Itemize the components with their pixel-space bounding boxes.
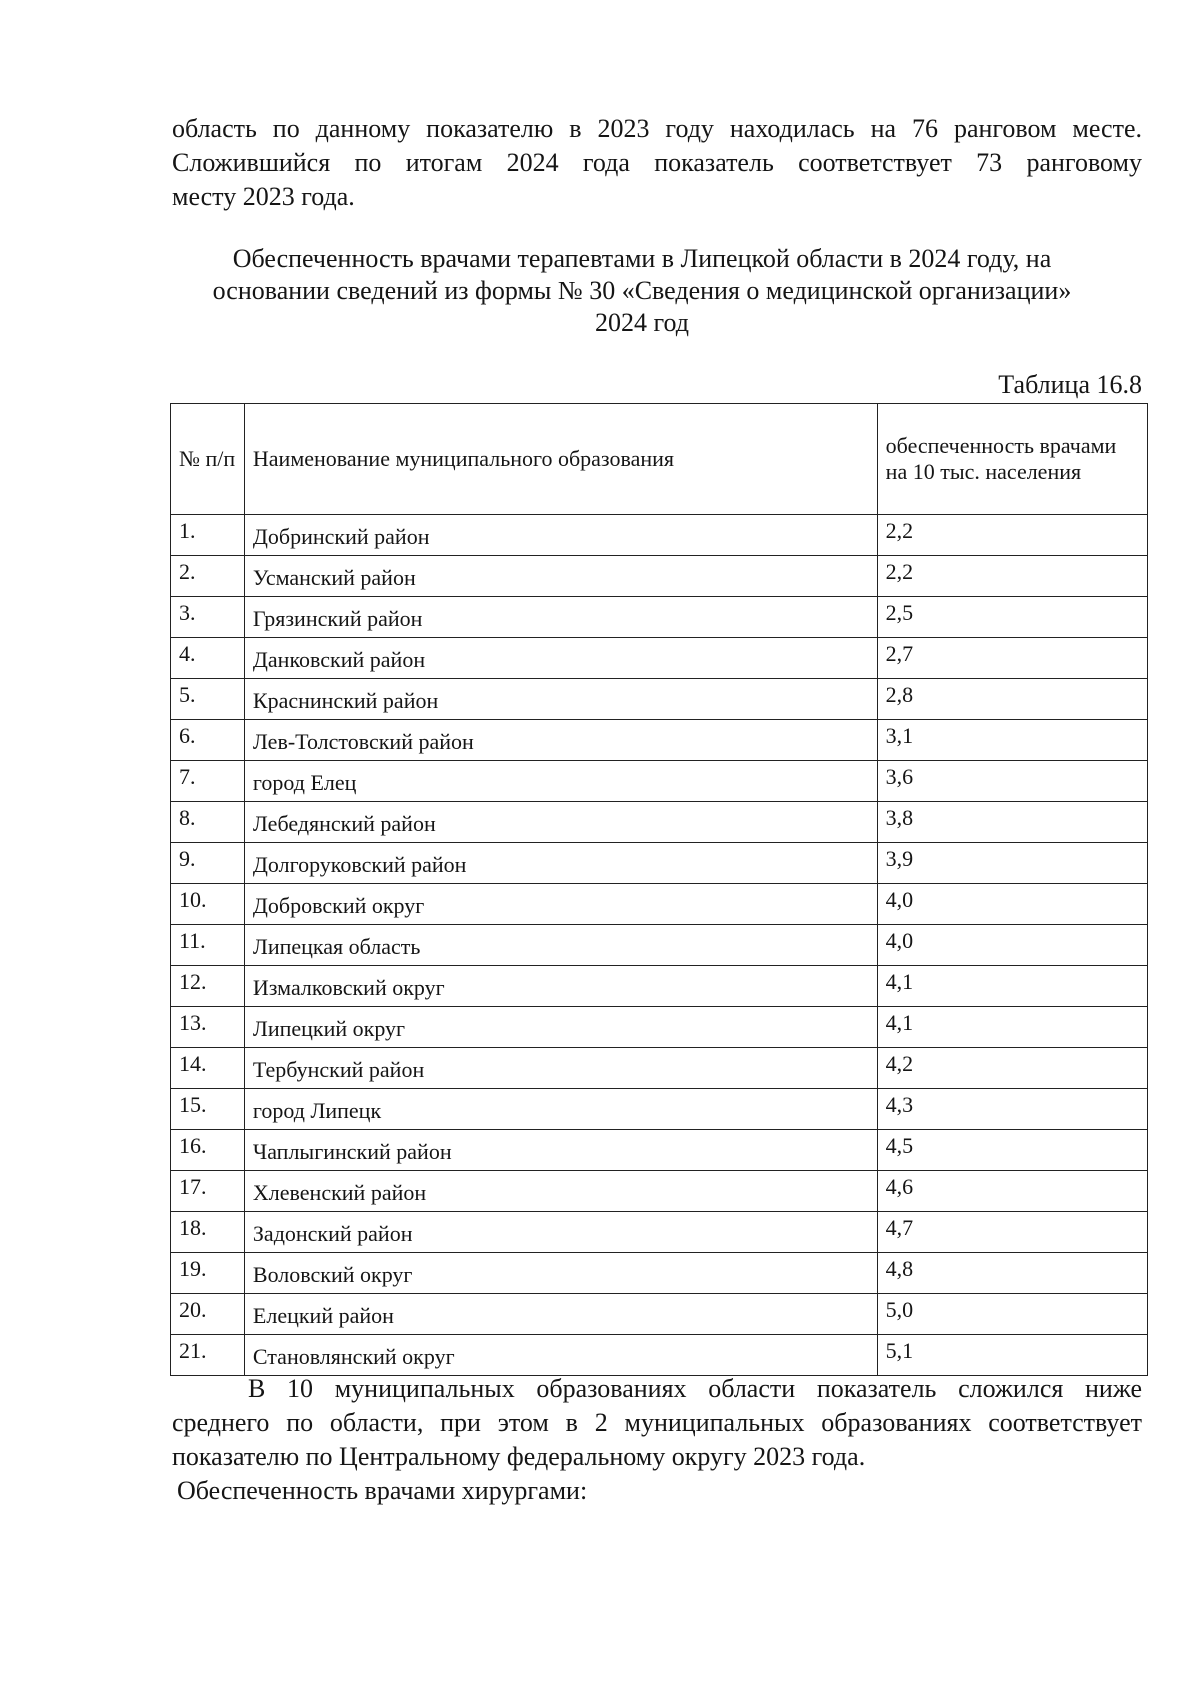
table-row: [171, 679, 1148, 720]
row-value: 4,6: [877, 1171, 1147, 1212]
row-value: 4,0: [877, 925, 1147, 966]
row-name: Липецкий округ: [244, 1007, 877, 1048]
conclusion-line-1: В 10 муниципальных образованиях области показатель сложился ниже: [248, 1374, 1142, 1403]
table-title-line-1: Обеспеченность врачами терапевтами в Липецкой области в 2024 году, на: [232, 244, 1052, 273]
table-row: [171, 761, 1148, 802]
table-row: [171, 597, 1148, 638]
table-title: [172, 243, 1112, 339]
row-name: Воловский округ: [244, 1253, 877, 1294]
table-row: [171, 1007, 1148, 1048]
conclusion-line-3: показателю по Центральному федеральному округу 2023 года.: [172, 1442, 866, 1471]
table-row: [171, 1335, 1148, 1376]
row-num: 9.: [171, 843, 245, 884]
row-num: 11.: [171, 925, 245, 966]
row-value: 3,6: [877, 761, 1147, 802]
table-row: [171, 1294, 1148, 1335]
table-row: [171, 720, 1148, 761]
row-name: Липецкая область: [244, 925, 877, 966]
table-row: [171, 1130, 1148, 1171]
row-name: Грязинский район: [244, 597, 877, 638]
row-num: 12.: [171, 966, 245, 1007]
row-num: 8.: [171, 802, 245, 843]
table-row: [171, 1212, 1148, 1253]
row-value: 4,0: [877, 884, 1147, 925]
row-name: Краснинский район: [244, 679, 877, 720]
row-num: 16.: [171, 1130, 245, 1171]
intro-paragraph: [172, 112, 1142, 214]
row-name: Добровский округ: [244, 884, 877, 925]
row-name: Елецкий район: [244, 1294, 877, 1335]
row-num: 13.: [171, 1007, 245, 1048]
row-value: 2,2: [877, 515, 1147, 556]
row-value: 3,8: [877, 802, 1147, 843]
header-num: № п/п: [171, 404, 245, 515]
row-value: 5,0: [877, 1294, 1147, 1335]
table-row: [171, 638, 1148, 679]
row-num: 19.: [171, 1253, 245, 1294]
row-name: Лев-Толстовский район: [244, 720, 877, 761]
row-value: 4,1: [877, 966, 1147, 1007]
row-name: Усманский район: [244, 556, 877, 597]
table-row: [171, 884, 1148, 925]
intro-line-2: Сложившийся по итогам 2024 года показатель соответствует 73 ранговому: [172, 148, 1142, 177]
table-title-line-3: 2024 год: [595, 308, 689, 337]
row-value: 4,2: [877, 1048, 1147, 1089]
row-value: 4,7: [877, 1212, 1147, 1253]
row-num: 1.: [171, 515, 245, 556]
row-name: город Елец: [244, 761, 877, 802]
row-name: Добринский район: [244, 515, 877, 556]
table-row: [171, 843, 1148, 884]
row-num: 17.: [171, 1171, 245, 1212]
row-num: 4.: [171, 638, 245, 679]
table-row: [171, 966, 1148, 1007]
row-value: 2,7: [877, 638, 1147, 679]
row-name: Тербунский район: [244, 1048, 877, 1089]
table-row: [171, 1253, 1148, 1294]
row-num: 20.: [171, 1294, 245, 1335]
table-row: [171, 1171, 1148, 1212]
row-name: Чаплыгинский район: [244, 1130, 877, 1171]
table-body: [171, 515, 1148, 1376]
row-name: Задонский район: [244, 1212, 877, 1253]
row-num: 7.: [171, 761, 245, 802]
row-name: Данковский район: [244, 638, 877, 679]
row-name: Становлянский округ: [244, 1335, 877, 1376]
table-label: Таблица 16.8: [998, 370, 1142, 399]
row-num: 3.: [171, 597, 245, 638]
row-num: 21.: [171, 1335, 245, 1376]
intro-line-1: область по данному показателю в 2023 году находилась на 76 ранговом месте.: [172, 114, 1142, 143]
row-num: 5.: [171, 679, 245, 720]
table-row: [171, 802, 1148, 843]
doctors-table: [170, 403, 1148, 1376]
row-value: 3,1: [877, 720, 1147, 761]
row-value: 2,2: [877, 556, 1147, 597]
table-row: [171, 1048, 1148, 1089]
row-name: Измалковский округ: [244, 966, 877, 1007]
row-name: Лебедянский район: [244, 802, 877, 843]
conclusion-paragraph: [172, 1372, 1142, 1474]
row-value: 5,1: [877, 1335, 1147, 1376]
table-row: [171, 556, 1148, 597]
header-name: Наименование муниципального образования: [244, 404, 877, 515]
table-title-line-2: основании сведений из формы № 30 «Сведения о медицинской организации»: [212, 276, 1072, 305]
row-value: 3,9: [877, 843, 1147, 884]
row-value: 2,5: [877, 597, 1147, 638]
row-value: 4,5: [877, 1130, 1147, 1171]
row-num: 14.: [171, 1048, 245, 1089]
row-name: Хлевенский район: [244, 1171, 877, 1212]
conclusion-line-2: среднего по области, при этом в 2 муниципальных образованиях соответствует: [172, 1408, 1142, 1437]
row-name: город Липецк: [244, 1089, 877, 1130]
table-row: [171, 1089, 1148, 1130]
table-row: [171, 925, 1148, 966]
table-header-row: [171, 404, 1148, 515]
row-value: 4,3: [877, 1089, 1147, 1130]
row-num: 6.: [171, 720, 245, 761]
row-num: 10.: [171, 884, 245, 925]
row-num: 2.: [171, 556, 245, 597]
header-value: обеспеченность врачами на 10 тыс. населения: [877, 404, 1147, 515]
row-value: 4,1: [877, 1007, 1147, 1048]
row-num: 18.: [171, 1212, 245, 1253]
table-row: [171, 515, 1148, 556]
row-name: Долгоруковский район: [244, 843, 877, 884]
row-value: 2,8: [877, 679, 1147, 720]
next-section-heading: Обеспеченность врачами хирургами:: [177, 1476, 588, 1505]
row-num: 15.: [171, 1089, 245, 1130]
intro-line-3: месту 2023 года.: [172, 182, 355, 211]
row-value: 4,8: [877, 1253, 1147, 1294]
